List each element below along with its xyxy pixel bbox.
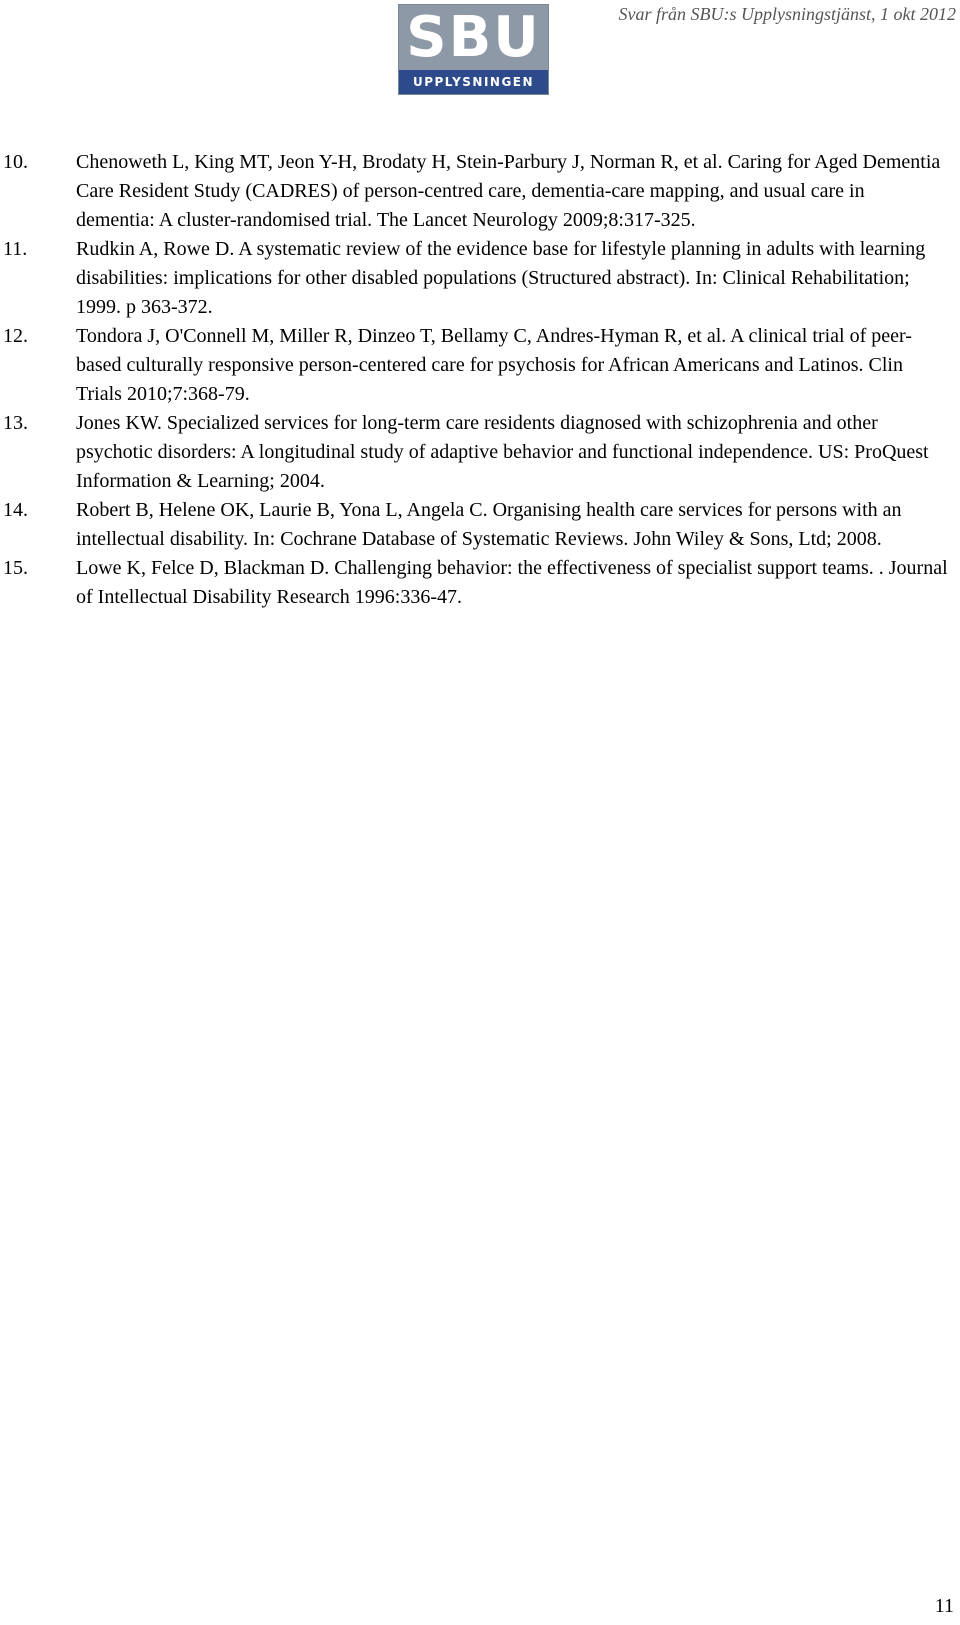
reference-text: Rudkin A, Rowe D. A systematic review of the evidence base for lifestyle planning in adults with learning disabilities: implications for other disabled populations (Structured abstract). In: Clinical Rehabilitation; 1999. p 363-372.	[76, 238, 926, 318]
header-source-date: Svar från SBU:s Upplysningstjänst, 1 okt 2012	[618, 4, 956, 24]
sbu-logo	[398, 4, 549, 95]
reference-item	[0, 322, 952, 409]
reference-item	[0, 554, 952, 612]
reference-number: 13.	[3, 412, 28, 434]
logo-wordmark: SBU	[406, 5, 541, 70]
logo-wordmark-area	[399, 5, 548, 71]
reference-number: 15.	[3, 557, 28, 579]
reference-item	[0, 496, 952, 554]
reference-text: Robert B, Helene OK, Laurie B, Yona L, Angela C. Organising health care services for persons with an intellectual disability. In: Cochrane Database of Systematic Reviews. John Wiley & Sons, Ltd; 2008.	[76, 499, 902, 550]
reference-item	[0, 409, 952, 496]
reference-number: 11.	[3, 238, 28, 260]
logo-subtitle-bar	[399, 70, 548, 94]
reference-item	[0, 235, 952, 322]
reference-text: Chenoweth L, King MT, Jeon Y-H, Brodaty H, Stein-Parbury J, Norman R, et al. Caring for Aged Dementia Care Resident Study (CADRES) of person-centred care, dementia-care mapping, and usual care in dementia: A cluster-randomised trial. The Lancet Neurology 2009;8:317-325.	[76, 151, 941, 231]
page-number: 11	[934, 1595, 954, 1617]
reference-number: 12.	[3, 325, 28, 347]
reference-text: Jones KW. Specialized services for long-term care residents diagnosed with schizophrenia and other psychotic disorders: A longitudinal study of adaptive behavior and functional independence. US: ProQuest Information & Learning; 2004.	[76, 412, 929, 492]
reference-number: 14.	[3, 499, 28, 521]
logo-subtitle: UPPLYSNINGEN	[412, 75, 535, 89]
reference-text: Tondora J, O'Connell M, Miller R, Dinzeo T, Bellamy C, Andres-Hyman R, et al. A clinical trial of peer-based culturally responsive person-centered care for psychosis for African Americans and Latinos. Clin Trials 2010;7:368-79.	[76, 325, 912, 405]
reference-number: 10.	[3, 151, 28, 173]
reference-item	[0, 148, 952, 235]
reference-text: Lowe K, Felce D, Blackman D. Challenging behavior: the effectiveness of specialist support teams. . Journal of Intellectual Disability Research 1996:336-47.	[76, 557, 948, 608]
reference-list	[0, 148, 952, 612]
